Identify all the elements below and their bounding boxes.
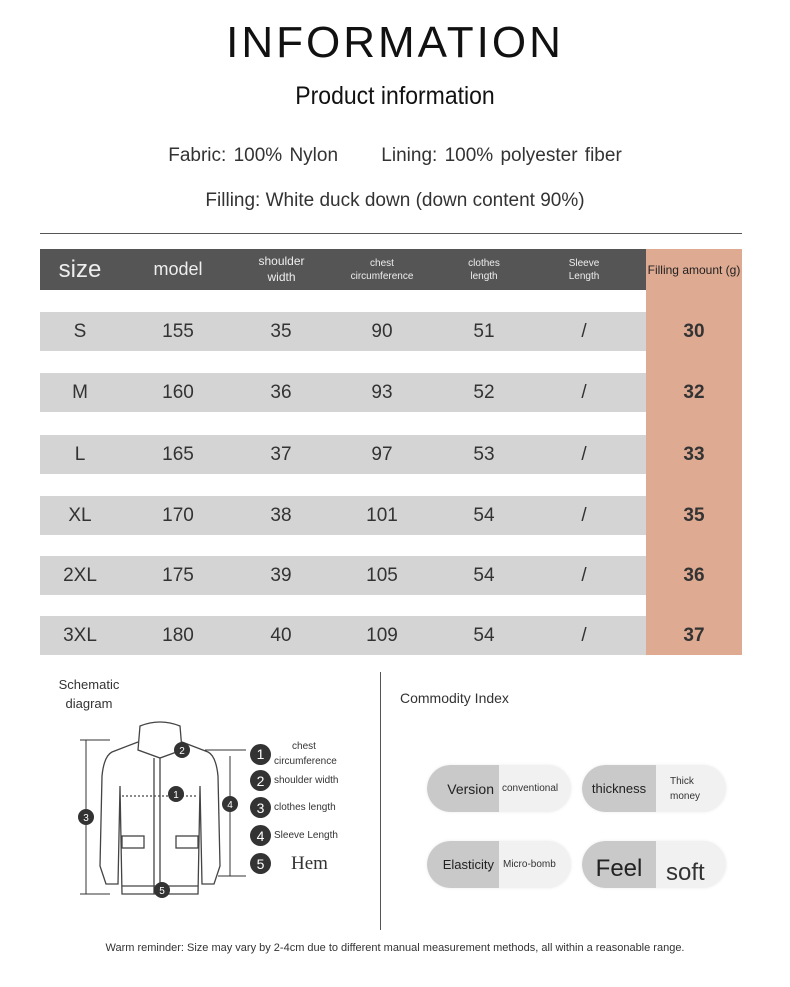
cell-length: 54	[473, 624, 495, 646]
cell-shoulder: 40	[270, 624, 292, 646]
schematic-title: Schematic diagram	[58, 677, 120, 711]
cell-model: 180	[162, 624, 194, 646]
cell-chest: 109	[366, 624, 398, 646]
cell-chest: 93	[371, 381, 393, 403]
cell-size: L	[74, 443, 86, 465]
cell-filling: 30	[683, 320, 705, 342]
cell-sleeve: /	[581, 504, 587, 526]
legend-label: Sleeve Length	[274, 830, 338, 841]
cell-shoulder: 35	[270, 320, 292, 342]
cell-sleeve: /	[581, 443, 587, 465]
cell-length: 53	[473, 443, 495, 465]
pill-value: conventional	[502, 783, 559, 794]
cell-chest: 101	[366, 504, 398, 526]
pill-value: soft	[666, 858, 705, 886]
header-size: size	[58, 255, 102, 283]
fabric-text: Fabric: 100% Nylon	[168, 145, 339, 166]
commodity-title: Commodity Index	[400, 690, 509, 706]
table-row	[40, 435, 646, 474]
header-sleeve: Sleeve Length	[568, 257, 600, 282]
cell-size: S	[73, 320, 87, 342]
cell-filling: 33	[683, 443, 705, 465]
cell-filling: 37	[683, 624, 705, 646]
table-row	[40, 556, 646, 595]
cell-length: 52	[473, 381, 495, 403]
legend-item	[250, 853, 328, 874]
svg-text:2: 2	[179, 746, 185, 757]
pill-key: Feel	[582, 841, 656, 888]
legend-label: shoulder width	[274, 775, 339, 786]
legend-item	[250, 825, 338, 846]
cell-shoulder: 36	[270, 381, 292, 403]
table-row	[40, 312, 646, 351]
page-title: INFORMATION	[226, 18, 564, 67]
svg-text:4: 4	[227, 800, 233, 811]
legend-number: 4	[250, 825, 271, 846]
filling-text: Filling: White duck down (down content 90%)	[205, 190, 585, 211]
cell-filling: 35	[683, 504, 705, 526]
divider-line	[40, 233, 742, 234]
cell-model: 160	[162, 381, 194, 403]
pill-key: Version	[427, 765, 499, 812]
svg-text:1: 1	[173, 790, 179, 801]
commodity-pill-feel	[582, 841, 726, 888]
cell-model: 170	[162, 504, 194, 526]
cell-chest: 90	[371, 320, 393, 342]
svg-text:5: 5	[159, 886, 165, 897]
cell-size: 3XL	[63, 624, 97, 646]
cell-shoulder: 37	[270, 443, 292, 465]
legend-label: chest circumference	[274, 741, 337, 767]
section-divider	[380, 672, 381, 930]
cell-sleeve: /	[581, 381, 587, 403]
table-row	[40, 373, 646, 412]
cell-length: 51	[473, 320, 495, 342]
lining-text: Lining: 100% polyester fiber	[381, 145, 622, 166]
cell-size: XL	[68, 504, 92, 526]
cell-model: 165	[162, 443, 194, 465]
cell-length: 54	[473, 564, 495, 586]
cell-model: 155	[162, 320, 194, 342]
legend-number: 3	[250, 797, 271, 818]
svg-text:3: 3	[83, 813, 89, 824]
header-chest: chest circumference	[350, 257, 414, 282]
cell-filling: 32	[683, 381, 705, 403]
cell-shoulder: 38	[270, 504, 292, 526]
legend-number: 5	[250, 853, 271, 874]
cell-shoulder: 39	[270, 564, 292, 586]
legend-label: clothes length	[274, 802, 336, 813]
legend-number: 1	[250, 744, 271, 765]
table-row	[40, 496, 646, 535]
cell-sleeve: /	[581, 624, 587, 646]
commodity-pill-thickness	[582, 765, 726, 812]
header-length: clothes length	[468, 257, 500, 282]
legend-item	[250, 770, 338, 791]
legend-item	[250, 797, 336, 818]
commodity-pill-version	[427, 765, 571, 812]
header-shoulder-width: shoulder width	[258, 253, 305, 284]
cell-filling: 36	[683, 564, 705, 586]
cell-chest: 97	[371, 443, 393, 465]
size-table-header	[40, 249, 646, 290]
cell-chest: 105	[366, 564, 398, 586]
legend-item	[250, 739, 337, 769]
cell-length: 54	[473, 504, 495, 526]
cell-model: 175	[162, 564, 194, 586]
cell-size: M	[72, 381, 88, 403]
pill-value: Micro-bomb	[503, 859, 556, 870]
coat-diagram	[70, 716, 250, 902]
legend-label: Hem	[291, 853, 328, 874]
pill-key: Elasticity	[427, 841, 499, 888]
fabric-info	[0, 145, 790, 167]
pill-value: Thick money	[670, 775, 701, 802]
cell-sleeve: /	[581, 564, 587, 586]
warm-reminder: Warm reminder: Size may vary by 2-4cm due to different manual measurement methods, all within a reasonable range.	[105, 942, 685, 954]
commodity-pill-elasticity	[427, 841, 571, 888]
cell-size: 2XL	[63, 564, 97, 586]
header-filling: Filling amount (g)	[647, 262, 741, 277]
page-subtitle: Product information	[295, 82, 495, 110]
pill-key: thickness	[582, 765, 656, 812]
cell-sleeve: /	[581, 320, 587, 342]
header-model: model	[153, 258, 203, 279]
legend-number: 2	[250, 770, 271, 791]
table-row	[40, 616, 646, 655]
